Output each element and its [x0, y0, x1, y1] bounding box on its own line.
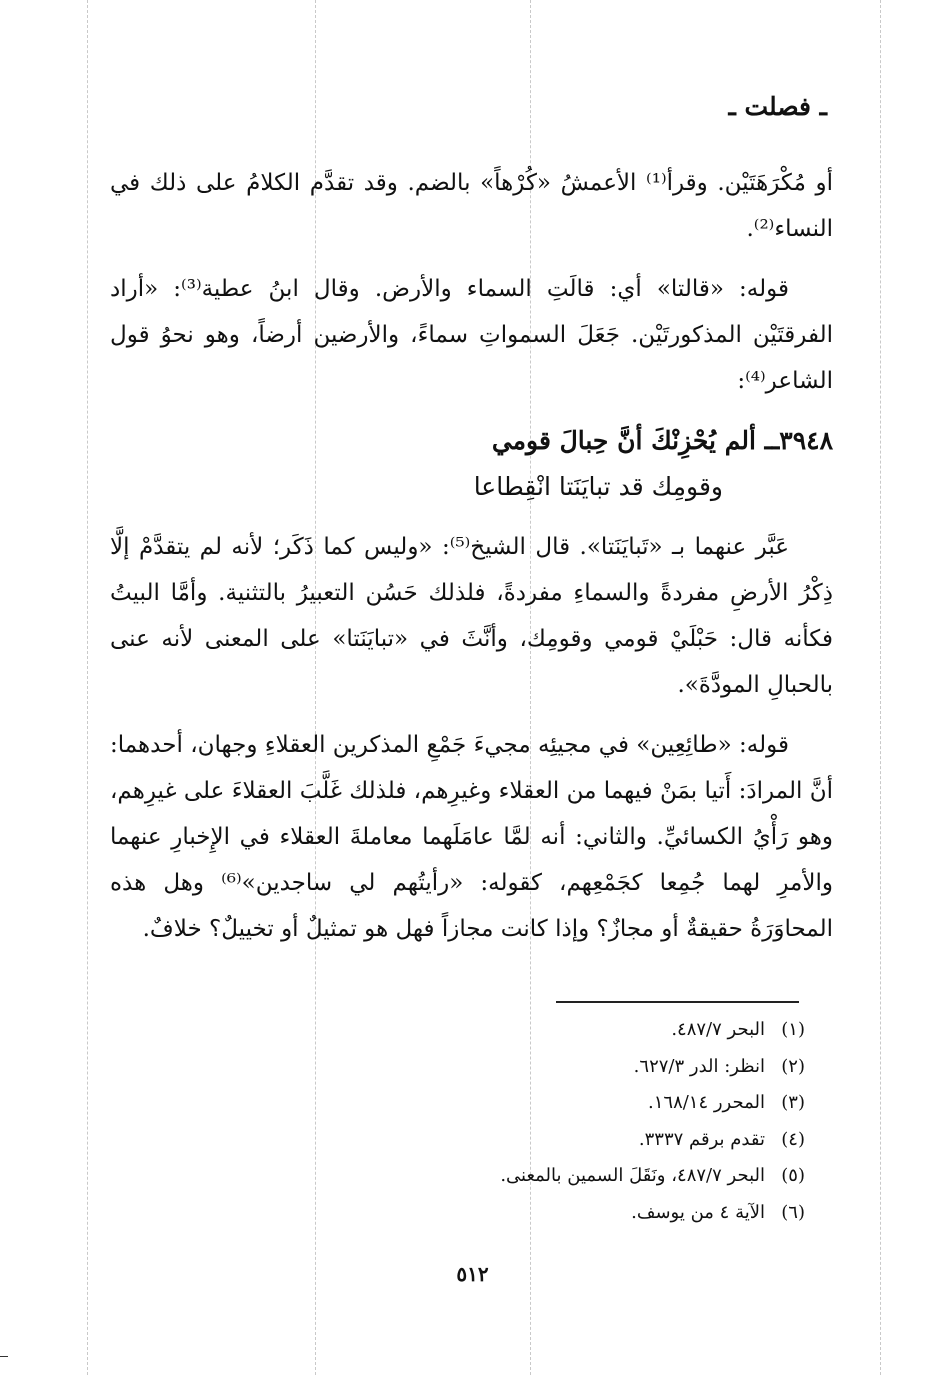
footnote-text: تقدم برقم ٣٣٣٧. [638, 1128, 765, 1150]
scan-corner-mark [0, 1356, 8, 1357]
footnote-number: (٣) [781, 1092, 805, 1113]
main-text [110, 160, 833, 966]
footnote-text: الآية ٤ من يوسف. [631, 1201, 765, 1223]
footnote-item [305, 1158, 805, 1195]
verse-line-1: ٣٩٤٨ــ ألم يُحْزِنْكَ أنَّ حِبالَ قومي [491, 426, 833, 455]
footnote-text: المحرر ١٦٨/١٤. [648, 1092, 765, 1113]
footnote-number: (٤) [781, 1128, 805, 1150]
dashed-guide-line [87, 0, 88, 1375]
dashed-guide-line [880, 0, 881, 1375]
footnote-number: (١) [781, 1019, 805, 1040]
footnote-separator [556, 1001, 799, 1003]
footnote-item [305, 1122, 805, 1159]
footnotes-list [305, 1012, 805, 1231]
page-number: ٥١٢ [456, 1262, 489, 1286]
footnote-number: (٥) [781, 1165, 805, 1186]
footnote-number: (٢) [781, 1055, 805, 1077]
footnote-item [305, 1012, 805, 1049]
footnote-text: انظر: الدر ٦٢٧/٣. [633, 1055, 765, 1077]
paragraph-3: عَبَّر عنهما بـ «تَبايَنَتا». قال الشيخ⁽⁵⁾: «وليس كما ذَكَر؛ لأنه لم يتقدَّمْ إلَّا ذِكْرُ الأرضِ مفردةً والسماءِ مفردةً، فلذلك حَسُن التعبيرُ بالتثنية. وأمَّا البيتُ فكأنه قال: حَبْلَيْ قومي وقومِك، وأنَّثَ في «تبايَنَتا» على المعنى لأنه عنى بالحبالِ المودَّةَ». [110, 534, 833, 698]
footnote-text: البحر ٤٨٧/٧، ونَقَلَ السمين بالمعنى. [500, 1165, 765, 1186]
footnote-number: (٦) [781, 1201, 805, 1223]
verse-block [110, 418, 833, 510]
footnote-item [305, 1085, 805, 1122]
footnote-item [305, 1049, 805, 1086]
paragraph-1: أو مُكْرَهَتَيْن. وقرأ⁽¹⁾ الأعمشُ «كُرْهاً» بالضم. وقد تقدَّم الكلامُ على ذلك في النساء⁽²⁾. [110, 170, 834, 242]
paragraph-2: قوله: «قالتا» أي: قالَتِ السماء والأرض. وقال ابنُ عطية⁽³⁾: «أراد الفرقتَيْن المذكورتَيْن. جَعَلَ السمواتِ سماءً، والأرضين أرضاً، وهو نحوُ قول الشاعر⁽⁴⁾: [110, 276, 833, 394]
footnote-text: البحر ٤٨٧/٧. [671, 1019, 765, 1040]
running-header: ـ فصلت ـ [728, 92, 827, 121]
footnote-item [305, 1195, 805, 1232]
verse-line-2: وقومِك قد تبايَنَتا انْقِطاعا [473, 472, 723, 501]
paragraph-4: قوله: «طائِعِين» في مجيئِه مجيءَ جَمْعِ المذكرين العقلاءِ وجهان، أحدهما: أنَّ المرادَ: أَتيا بمَنْ فيهما من العقلاء وغيرِهم، فلذلك غَلَّبَ العقلاءَ على غيرِهم، وهو رَأْيُ الكسائيِّ. والثاني: أنه لمَّا عامَلَهما معاملةَ العقلاء في الإِخبارِ عنهما والأمرِ لهما جُمِعا كجَمْعِهم، كقوله: «رأيتُهم لي ساجدين»⁽⁶⁾ وهل هذه المحاوَرَةُ حقيقةٌ أو مجازٌ؟ وإذا كانت مجازاً فهل هو تمثيلٌ أو تخييلٌ؟ خلافٌ. [110, 732, 833, 942]
